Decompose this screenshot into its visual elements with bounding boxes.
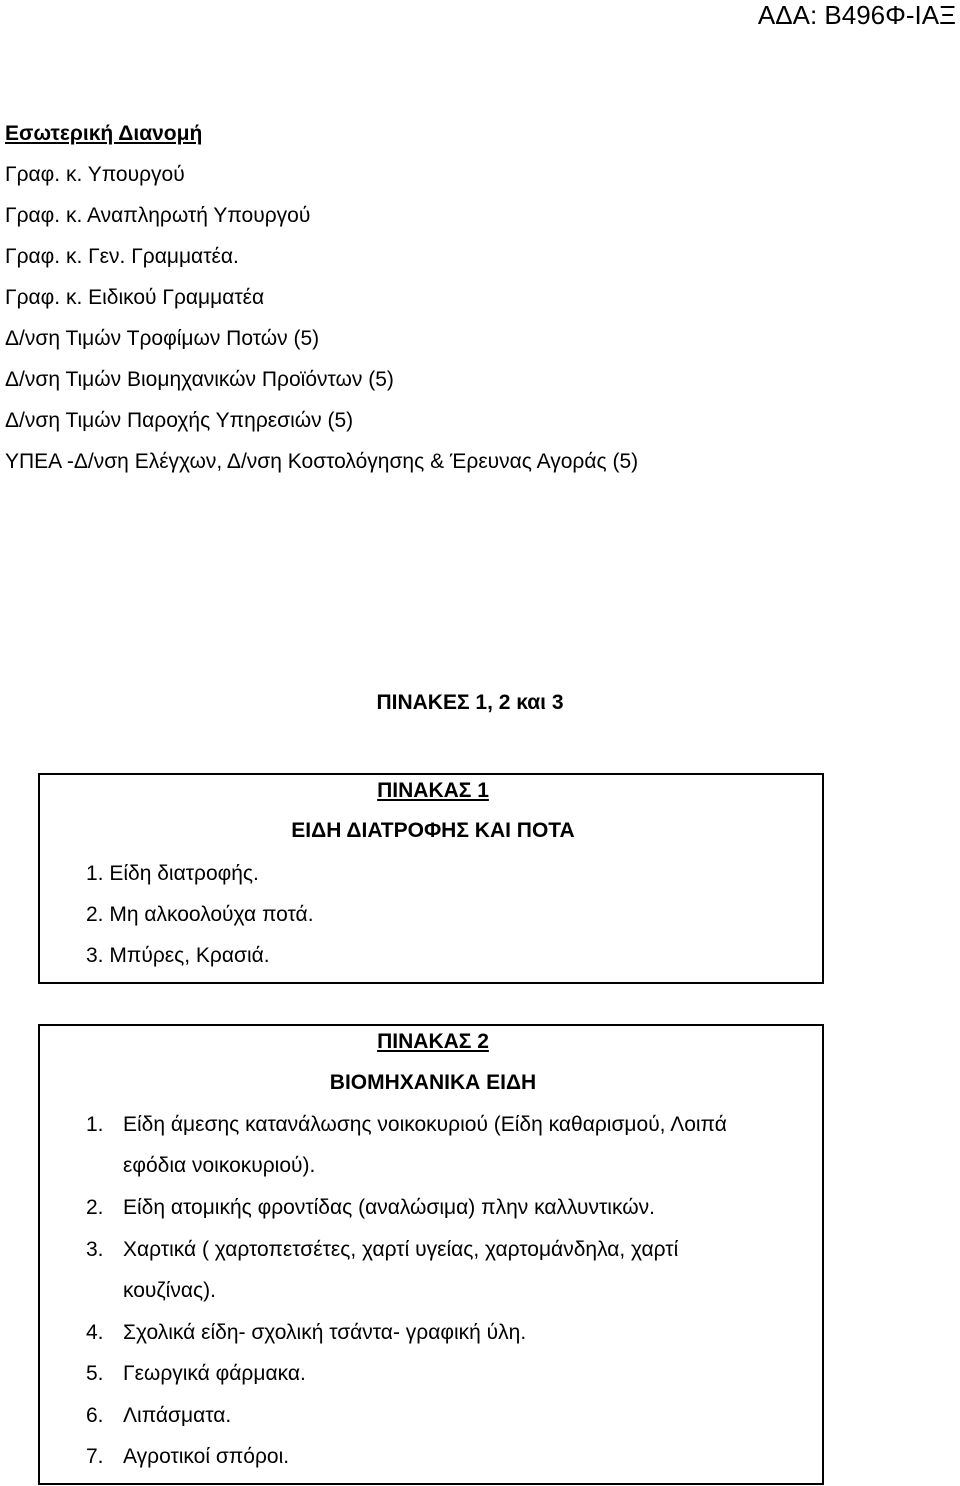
recipient-ypea-directorates: ΥΠΕΑ -Δ/νση Ελέγχων, Δ/νση Κοστολόγησης & Έρευνας Αγοράς (5) bbox=[5, 450, 639, 473]
item-number: 3. bbox=[86, 1238, 104, 1261]
item-text: Είδη άμεσης κατανάλωσης νοικοκυριού (Είδη καθαρισμού, Λοιπά bbox=[123, 1113, 727, 1136]
table-1-item: 2. Μη αλκοολούχα ποτά. bbox=[86, 903, 314, 926]
recipient-services-prices-directorate: Δ/νση Τιμών Παροχής Υπηρεσιών (5) bbox=[5, 409, 354, 432]
table-2-title: ΠΙΝΑΚΑΣ 2 bbox=[377, 1030, 489, 1053]
item-text: Χαρτικά ( χαρτοπετσέτες, χαρτί υγείας, χαρτομάνδηλα, χαρτί bbox=[123, 1238, 679, 1261]
table-1-title: ΠΙΝΑΚΑΣ 1 bbox=[377, 779, 489, 802]
recipient-general-secretary-office: Γραφ. κ. Γεν. Γραμματέα. bbox=[5, 245, 239, 268]
item-text: Σχολικά είδη- σχολική τσάντα- γραφική ύλη. bbox=[123, 1321, 527, 1344]
table-1-subtitle: ΕΙΔΗ ΔΙΑΤΡΟΦΗΣ ΚΑΙ ΠΟΤΑ bbox=[291, 819, 575, 842]
item-text: Είδη ατομικής φροντίδας (αναλώσιμα) πλην καλλυντικών. bbox=[123, 1196, 655, 1219]
table-2-box bbox=[38, 1024, 824, 1485]
item-text: Λιπάσματα. bbox=[123, 1404, 232, 1427]
tables-title: ΠΙΝΑΚΕΣ 1, 2 και 3 bbox=[376, 691, 564, 714]
item-number: 2. bbox=[86, 1196, 104, 1219]
item-text: κουζίνας). bbox=[123, 1279, 216, 1302]
table-1-box bbox=[38, 773, 824, 984]
recipient-industrial-prices-directorate: Δ/νση Τιμών Βιομηχανικών Προϊόντων (5) bbox=[5, 368, 394, 391]
recipient-deputy-minister-office: Γραφ. κ. Αναπληρωτή Υπουργού bbox=[5, 204, 311, 227]
item-text: Γεωργικά φάρμακα. bbox=[123, 1362, 306, 1385]
item-text: εφόδια νοικοκυριού). bbox=[123, 1154, 316, 1177]
item-number: 4. bbox=[86, 1321, 104, 1344]
item-number: 5. bbox=[86, 1362, 104, 1385]
item-number: 7. bbox=[86, 1445, 104, 1468]
ada-code: ΑΔΑ: Β496Φ-ΙΑΞ bbox=[757, 0, 956, 30]
item-number: 1. bbox=[86, 1113, 104, 1136]
item-text: Αγροτικοί σπόροι. bbox=[123, 1445, 290, 1468]
recipient-minister-office: Γραφ. κ. Υπουργού bbox=[5, 163, 185, 186]
table-1-item: 3. Μπύρες, Κρασιά. bbox=[86, 944, 270, 967]
distribution-heading: Εσωτερική Διανομή bbox=[5, 122, 203, 145]
item-number: 6. bbox=[86, 1404, 104, 1427]
table-2-subtitle: ΒΙΟΜΗΧΑΝΙΚΑ ΕΙΔΗ bbox=[329, 1071, 537, 1094]
table-1-item: 1. Είδη διατροφής. bbox=[86, 862, 259, 885]
internal-distribution-list bbox=[5, 113, 638, 482]
recipient-food-prices-directorate: Δ/νση Τιμών Τροφίμων Ποτών (5) bbox=[5, 327, 320, 350]
recipient-special-secretary-office: Γραφ. κ. Ειδικού Γραμματέα bbox=[5, 286, 265, 309]
